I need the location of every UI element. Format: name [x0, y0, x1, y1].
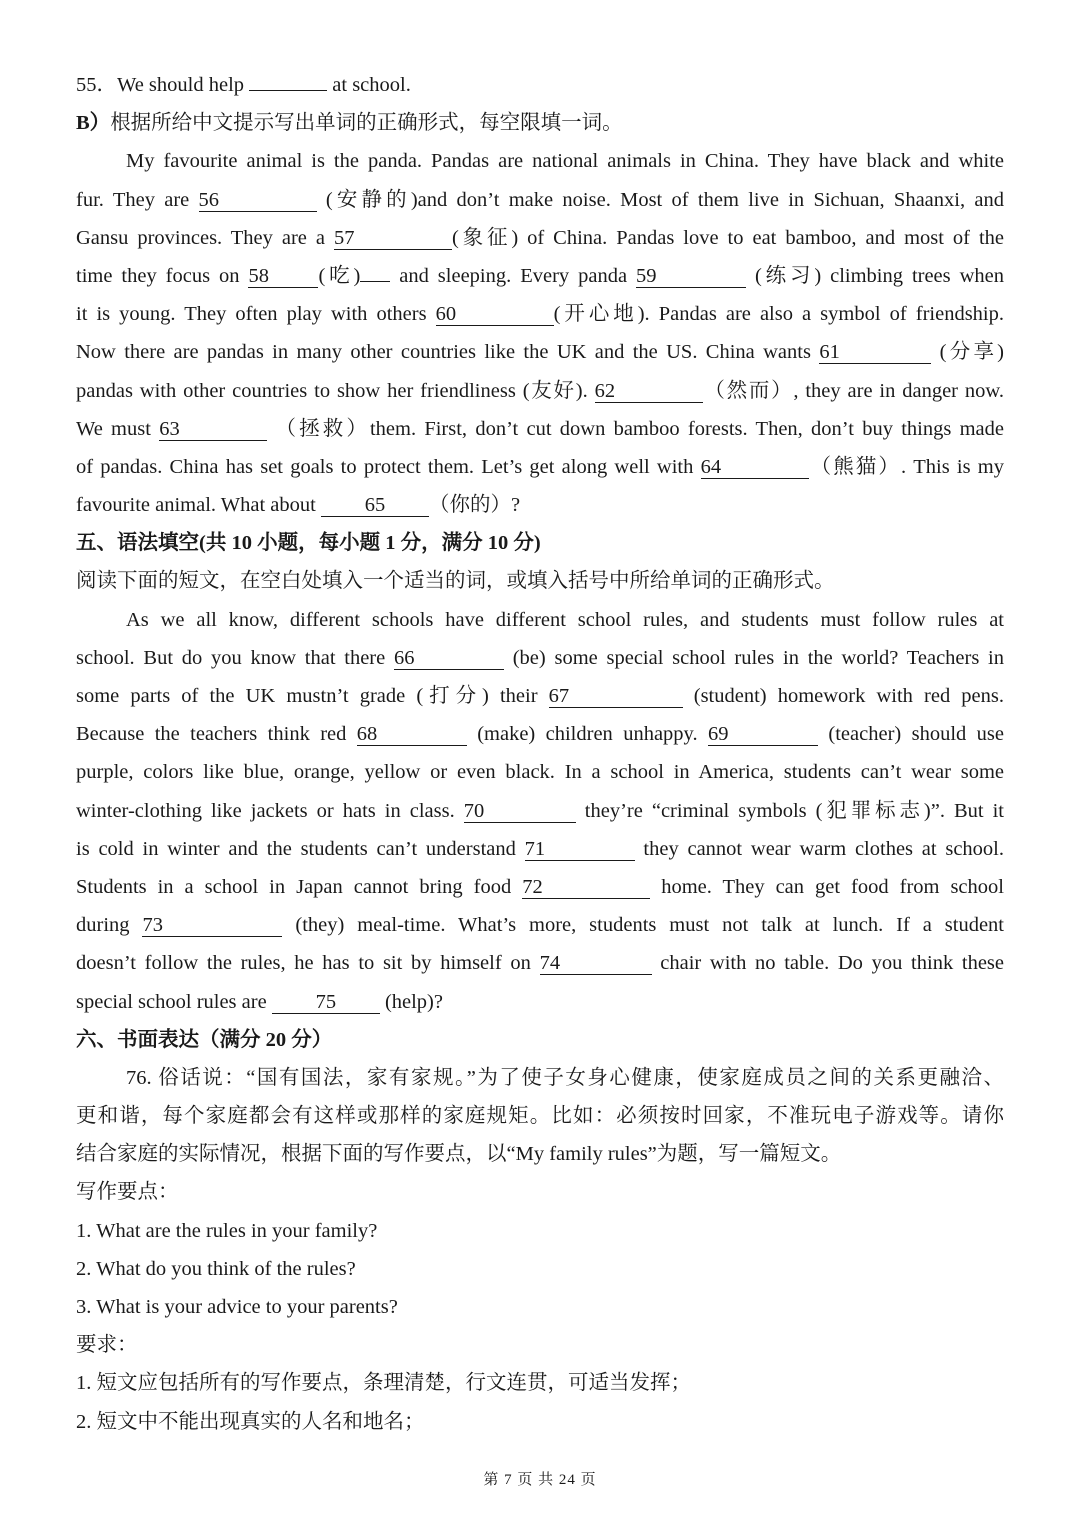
rules-line-6: winter-clothing like jackets or hats in class. 70 they’re “criminal symbols (犯罪标志)”. But it	[76, 799, 1004, 822]
blank-73[interactable]: 73	[142, 914, 282, 937]
requirement-2: 2. 短文中不能出现真实的人名和地名；	[76, 1410, 425, 1433]
panda-line-4: time they focus on 58 (吃) and sleeping. Every panda 59 (练习) climbing trees when	[76, 257, 1004, 295]
blank-58-tail	[360, 259, 390, 282]
blank-62[interactable]: 62	[595, 380, 703, 403]
blank-65[interactable]: 65	[321, 494, 429, 517]
writing-point-2: 2. What do you think of the rules?	[76, 1257, 356, 1280]
section-5-title: 五、语法填空(共 10 小题，每小题 1 分，满分 10 分)	[76, 532, 541, 555]
blank-68[interactable]: 68	[357, 723, 467, 746]
panda-line-10: favourite animal. What about 65 （你的）?	[76, 494, 521, 517]
rules-line-3: some parts of the UK mustn’t grade (打分) their 67 (student) homework with red pens.	[76, 685, 1004, 707]
rules-line-1: As we all know, different schools have different school rules, and students must follow rules at	[126, 608, 1004, 631]
rules-line-2: school. But do you know that there 66 (be) some special school rules in the world? Teachers in	[76, 646, 1005, 669]
rules-line-4: Because the teachers think red 68 (make) children unhappy. 69 (teacher) should use	[76, 723, 1005, 746]
blank-57[interactable]: 57	[334, 227, 452, 250]
rules-line-10: doesn’t follow the rules, he has to sit by himself on 74 chair with no table. Do you think these	[76, 952, 1005, 975]
writing-points-label: 写作要点：	[76, 1181, 179, 1204]
writing-point-3: 3. What is your advice to your parents?	[76, 1296, 398, 1318]
blank-56[interactable]: 56	[199, 189, 317, 212]
rules-line-8: Students in a school in Japan cannot bring food 72 home. They can get food from school	[76, 875, 1004, 898]
blank-60[interactable]: 60	[436, 303, 554, 326]
section-6-title: 六、书面表达（满分 20 分）	[76, 1028, 333, 1051]
q76-line-3: 结合家庭的实际情况，根据下面的写作要点，以“My family rules”为题，写一篇短文。	[76, 1143, 842, 1166]
panda-line-9: of pandas. China has set goals to protect them. Let’s get along well with 64 （熊猫）. This is my	[76, 455, 1004, 478]
blank-55[interactable]	[249, 68, 327, 91]
panda-line-8: We must 63 （拯救）them. First, don’t cut down bamboo forests. Then, don’t buy things made	[76, 417, 1004, 440]
writing-point-1: 1. What are the rules in your family?	[76, 1219, 378, 1242]
panda-line-1: My favourite animal is the panda. Pandas are national animals in China. They have black and white	[126, 150, 1004, 173]
page-number: 第 7 页 共 24 页	[483, 1472, 597, 1488]
panda-line-2: fur. They are 56 (安静的)and don’t make noise. Most of them live in Sichuan, Shaanxi, and	[76, 188, 1004, 211]
blank-61[interactable]: 61	[819, 341, 931, 364]
panda-passage	[76, 142, 1004, 524]
q76-line-2: 更和谐，每个家庭都会有这样或那样的家庭规矩。比如：必须按时回家，不准玩电子游戏等。请你	[76, 1105, 1004, 1128]
blank-75[interactable]: 75	[272, 991, 380, 1014]
blank-64[interactable]: 64	[701, 456, 809, 479]
rules-line-11: special school rules are 75 (help)?	[76, 990, 443, 1013]
panda-line-7: pandas with other countries to show her friendliness (友好). 62 （然而）, they are in danger now.	[76, 379, 1004, 402]
section-b-heading: B）根据所给中文提示写出单词的正确形式，每空限填一词。	[76, 112, 623, 135]
panda-line-6: Now there are pandas in many other countries like the UK and the US. China wants 61 (分享)	[76, 341, 1004, 364]
rules-line-9: during 73 (they) meal-time. What’s more, students must not talk at lunch. If a student	[76, 914, 1004, 937]
blank-72[interactable]: 72	[522, 876, 650, 899]
panda-line-3: Gansu provinces. They are a 57 (象征) of China. Pandas love to eat bamboo, and most of the	[76, 226, 1005, 249]
exam-page	[76, 66, 1004, 1441]
blank-70[interactable]: 70	[464, 800, 576, 823]
rules-line-7: is cold in winter and the students can’t understand 71 they cannot wear warm clothes at school.	[76, 837, 1005, 860]
section-5-instruction: 阅读下面的短文，在空白处填入一个适当的词，或填入括号中所给单词的正确形式。	[76, 570, 835, 593]
q76-line-1: 76. 俗话说：“国有国法，家有家规。”为了使子女身心健康，使家庭成员之间的关系更融洽、	[126, 1066, 1004, 1089]
rules-line-5: purple, colors like blue, orange, yellow or even black. In a school in America, students can’t wear some	[76, 761, 1004, 784]
blank-63[interactable]: 63	[159, 418, 267, 441]
blank-59[interactable]: 59	[636, 265, 746, 288]
blank-69[interactable]: 69	[708, 723, 818, 746]
panda-line-5: it is young. They often play with others 60 (开心地). Pandas are also a symbol of friendship.	[76, 303, 1004, 326]
question-55: 55．We should help at school.	[76, 66, 1004, 104]
blank-58[interactable]: 58	[248, 265, 318, 288]
blank-74[interactable]: 74	[540, 952, 652, 975]
school-rules-passage	[76, 601, 1004, 1021]
requirements-label: 要求：	[76, 1334, 138, 1357]
blank-67[interactable]: 67	[549, 685, 683, 708]
blank-66[interactable]: 66	[394, 647, 504, 670]
blank-71[interactable]: 71	[525, 838, 635, 861]
requirement-1: 1. 短文应包括所有的写作要点，条理清楚，行文连贯，可适当发挥；	[76, 1372, 691, 1395]
